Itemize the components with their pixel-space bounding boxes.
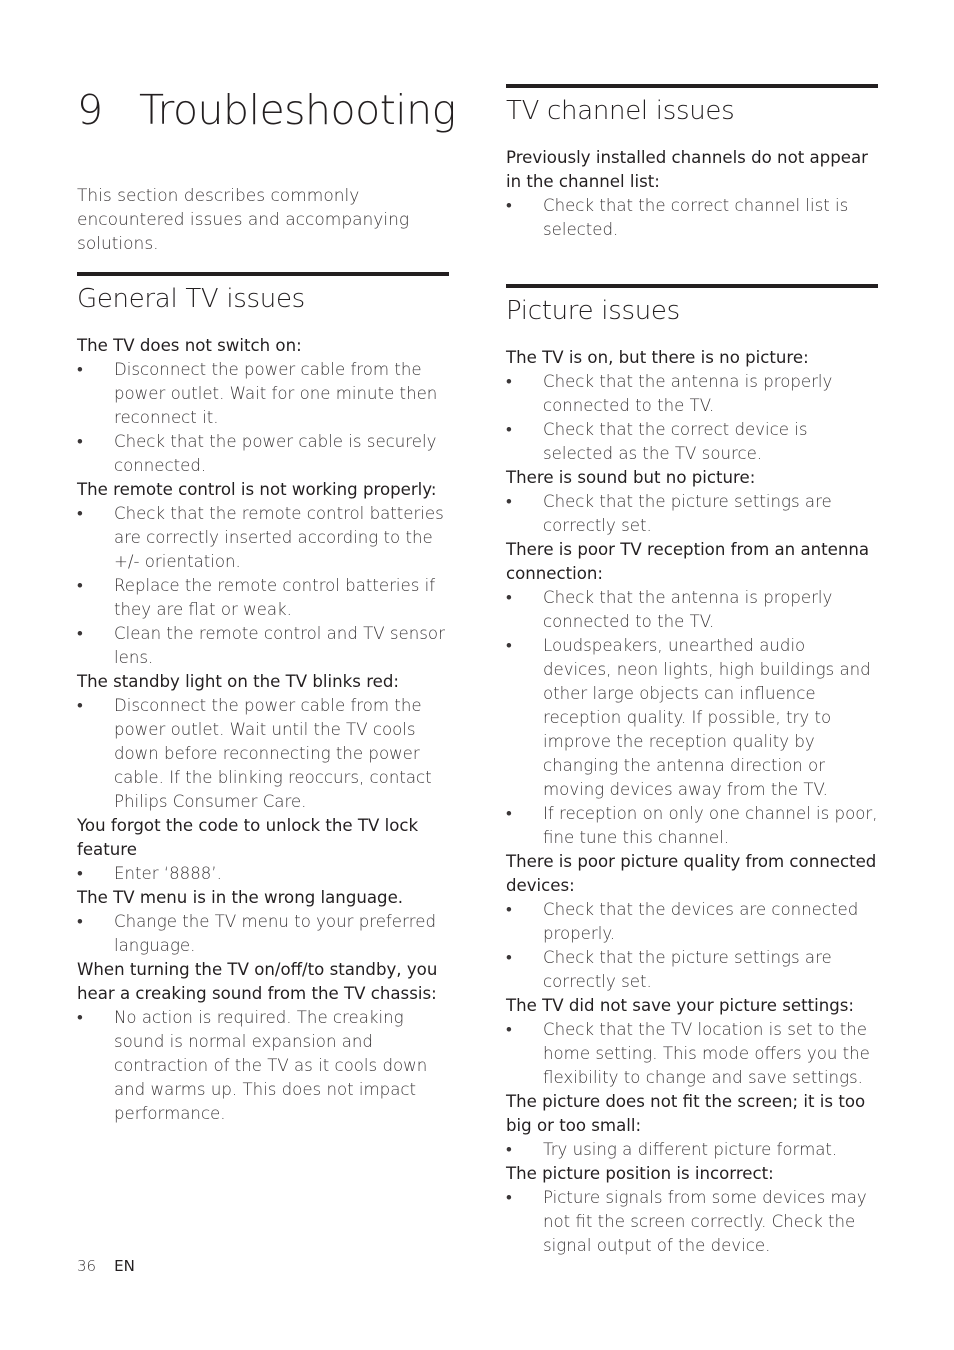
solution-text: Check that the TV location is set to the home setting. This mode offers you the flexibility to change and save settings.	[543, 1020, 870, 1087]
bullet-icon: •	[506, 588, 512, 607]
language-code: EN	[114, 1257, 135, 1275]
issue-title: You forgot the code to unlock the TV lock feature	[77, 816, 419, 859]
bullet-icon: •	[77, 624, 83, 643]
solution-text: Loudspeakers, unearthed audio devices, neon lights, high buildings and other large objects can influence reception quality. If possible, try to improve the reception quality by changing the antenna direction or moving devices away from the TV.	[543, 636, 871, 799]
solution-text: Check that the devices are connected properly.	[543, 900, 859, 943]
solution-item	[506, 370, 878, 418]
solution-list	[77, 1006, 449, 1126]
chapter-number: 9	[77, 86, 103, 134]
solution-item	[77, 1006, 449, 1126]
solution-text: Check that the correct channel list is selected.	[543, 196, 849, 239]
solution-list	[506, 898, 878, 994]
bullet-icon: •	[506, 196, 512, 215]
page-footer	[77, 1256, 135, 1276]
solution-text: Clean the remote control and TV sensor lens.	[114, 624, 445, 667]
chapter-title-text: Troubleshooting	[139, 86, 456, 134]
solution-item	[77, 694, 449, 814]
solution-list	[77, 694, 449, 814]
solution-item	[506, 946, 878, 994]
bullet-icon: •	[77, 576, 83, 595]
issue-title: The TV does not switch on:	[77, 336, 302, 355]
bullet-icon: •	[77, 360, 83, 379]
solution-text: Check that the picture settings are correctly set.	[543, 492, 832, 535]
solution-text: Check that the antenna is properly connected to the TV.	[543, 588, 833, 631]
solution-item	[77, 862, 449, 886]
bullet-icon: •	[506, 372, 512, 391]
section-tv-channel-issues	[506, 84, 878, 242]
solution-list	[506, 1018, 878, 1090]
issue-title: Previously installed channels do not appear in the channel list:	[506, 148, 868, 191]
bullet-icon: •	[506, 1140, 512, 1159]
solution-item	[506, 1138, 878, 1162]
issue-list	[77, 334, 449, 1126]
issue-title: The picture position is incorrect:	[506, 1164, 774, 1183]
bullet-icon: •	[506, 900, 512, 919]
issue-list	[506, 346, 878, 1258]
solution-item	[506, 194, 878, 242]
solution-text: Check that the picture settings are correctly set.	[543, 948, 832, 991]
bullet-icon: •	[506, 804, 512, 823]
solution-item	[506, 634, 878, 802]
section-heading: Picture issues	[506, 296, 680, 326]
issue-title: There is poor picture quality from connected devices:	[506, 852, 877, 895]
bullet-icon: •	[506, 948, 512, 967]
solution-item	[506, 418, 878, 466]
solution-item	[506, 1018, 878, 1090]
solution-list	[77, 358, 449, 478]
solution-list	[77, 910, 449, 958]
intro-text: This section describes commonly encountered issues and accompanying solutions.	[77, 186, 410, 254]
solution-item	[506, 490, 878, 538]
solution-item	[77, 430, 449, 478]
section-general-tv-issues	[77, 272, 449, 1126]
solution-text: Picture signals from some devices may not fit the screen correctly. Check the signal output of the device.	[543, 1188, 867, 1255]
solution-list	[506, 370, 878, 466]
issue-title: The TV did not save your picture settings:	[506, 996, 854, 1015]
issue-title: The TV is on, but there is no picture:	[506, 348, 809, 367]
bullet-icon: •	[77, 696, 83, 715]
solution-item	[77, 574, 449, 622]
chapter-title	[77, 86, 456, 134]
solution-list	[506, 490, 878, 538]
bullet-icon: •	[506, 420, 512, 439]
issue-title: The standby light on the TV blinks red:	[77, 672, 399, 691]
bullet-icon: •	[506, 1188, 512, 1207]
solution-list	[506, 586, 878, 850]
solution-item	[77, 910, 449, 958]
solution-text: Disconnect the power cable from the power outlet. Wait for one minute then reconnect it.	[114, 360, 438, 427]
solution-item	[506, 802, 878, 850]
bullet-icon: •	[77, 432, 83, 451]
issue-title: When turning the TV on/off/to standby, you hear a creaking sound from the TV chassis:	[77, 960, 438, 1003]
bullet-icon: •	[77, 864, 83, 883]
bullet-icon: •	[77, 504, 83, 523]
solution-text: Check that the antenna is properly connected to the TV.	[543, 372, 833, 415]
solution-item	[77, 622, 449, 670]
solution-text: Check that the power cable is securely connected.	[114, 432, 437, 475]
solution-item	[77, 502, 449, 574]
solution-list	[506, 1186, 878, 1258]
bullet-icon: •	[506, 492, 512, 511]
issue-title: There is poor TV reception from an antenna connection:	[506, 540, 870, 583]
section-heading: TV channel issues	[506, 96, 735, 126]
solution-text: Enter ‘8888’.	[114, 864, 222, 883]
solution-list	[77, 502, 449, 670]
solution-list	[506, 194, 878, 242]
bullet-icon: •	[77, 1008, 83, 1027]
section-picture-issues	[506, 284, 878, 1258]
solution-text: If reception on only one channel is poor, fine tune this channel.	[543, 804, 878, 847]
solution-item	[506, 898, 878, 946]
bullet-icon: •	[506, 1020, 512, 1039]
solution-item	[506, 586, 878, 634]
issue-title: The remote control is not working properly:	[77, 480, 437, 499]
section-heading: General TV issues	[77, 284, 305, 314]
issue-title: There is sound but no picture:	[506, 468, 756, 487]
issue-list	[506, 146, 878, 242]
solution-text: Check that the correct device is selected as the TV source.	[543, 420, 808, 463]
solution-text: Change the TV menu to your preferred language.	[114, 912, 436, 955]
issue-title: The picture does not fit the screen; it is too big or too small:	[506, 1092, 866, 1135]
bullet-icon: •	[77, 912, 83, 931]
solution-text: Check that the remote control batteries are correctly inserted according to the +/- orientation.	[114, 504, 444, 571]
page-number: 36	[77, 1257, 97, 1275]
solution-list	[77, 862, 449, 886]
solution-text: Disconnect the power cable from the power outlet. Wait until the TV cools down before reconnecting the power cable. If the blinking reoccurs, contact Philips Consumer Care.	[114, 696, 432, 811]
solution-text: Replace the remote control batteries if they are flat or weak.	[114, 576, 436, 619]
solution-item	[506, 1186, 878, 1258]
bullet-icon: •	[506, 636, 512, 655]
solution-item	[77, 358, 449, 430]
solution-text: Try using a different picture format.	[543, 1140, 838, 1159]
issue-title: The TV menu is in the wrong language.	[77, 888, 404, 907]
solution-list	[506, 1138, 878, 1162]
solution-text: No action is required. The creaking sound is normal expansion and contraction of the TV as it cools down and warms up. This does not impact performance.	[114, 1008, 428, 1123]
